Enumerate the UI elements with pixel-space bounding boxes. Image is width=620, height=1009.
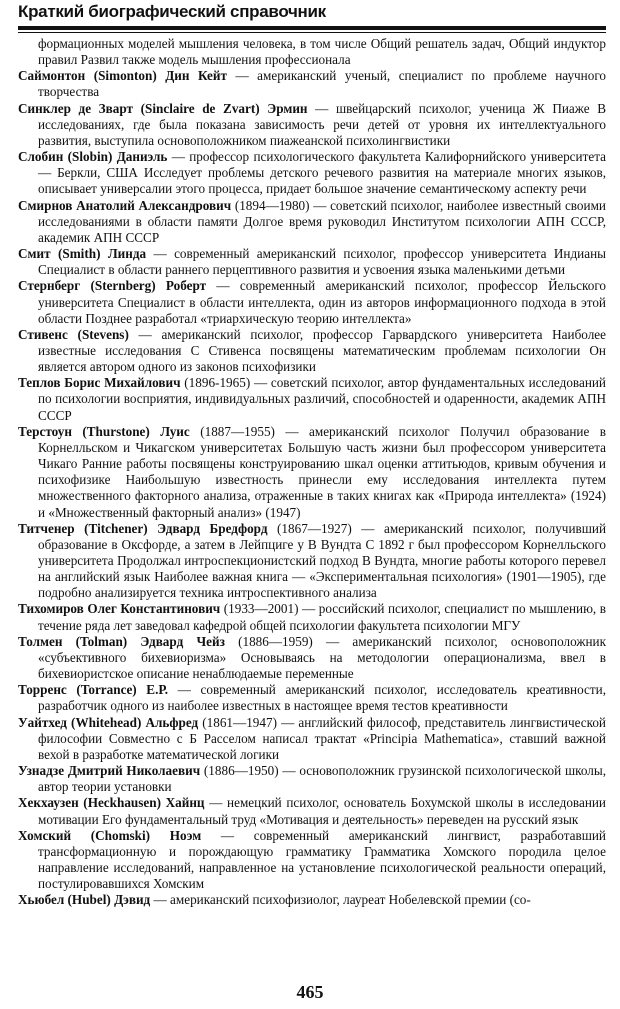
entry-text: (1861—1947) — английский философ, представитель лингвистической философии Совместно с Б Расселом написал трактат «Principia Mathematica», ставший важной вехой в разработке математической логики bbox=[38, 714, 606, 762]
entry-text: — немецкий психолог, основатель Бохумской школы в исследовании мотивации Его фундаментальный труд «Мотивация и деятельность» переведен на русский язык bbox=[38, 795, 606, 827]
list-item bbox=[18, 892, 606, 908]
entry-text: (1894—1980) — советский психолог, наиболее известный своими исследованиями в области памяти Долгое время руководил Институтом психологии АПН СССР, академик АПН СССР bbox=[38, 197, 606, 245]
list-item bbox=[18, 246, 606, 278]
entry-list bbox=[18, 36, 606, 908]
entry-text: (1887—1955) — американский психолог Получил образование в Корнелльском и Чикагском университетах Большую часть жизни был профессором университета Чикаго Ранние работы посвящены конструированию шкал оценки аттитьюдов, кривым обучения и психофизике Наибольшую известность принесли ему исследования интеллекта путем множественного факторного анализа, отраженные в таких книгах как «Природа интеллекта» (1924) и «Множественный факторный анализ» (1947) bbox=[38, 423, 606, 520]
entry-name: Синклер де Зварт (Sinclaire de Zvart) Эрмин bbox=[18, 100, 308, 116]
list-item bbox=[18, 101, 606, 149]
list-item bbox=[18, 149, 606, 197]
entry-name: Смит (Smith) Линда bbox=[18, 246, 147, 262]
entry-name: Тихомиров Олег Константинович bbox=[18, 601, 221, 617]
entry-name: Теплов Борис Михайлович bbox=[18, 375, 181, 391]
entry-name: Стивенс (Stevens) bbox=[18, 326, 129, 342]
list-item bbox=[18, 828, 606, 893]
entry-name: Смирнов Анатолий Александрович bbox=[18, 197, 232, 213]
entry-text: — современный американский лингвист, разработавший трансформационную и порождающую грамматику Грамматика Хомского породила целое направление исследований, направленное на установление психологической реальности операций, постулировавшихся Хомским bbox=[38, 827, 606, 892]
entry-name: Хомский (Chomski) Ноэм bbox=[18, 827, 202, 843]
entry-name: Стернберг (Sternberg) Роберт bbox=[18, 278, 207, 294]
entry-text: — современный американский психолог, исследователь креативности, разработчик одного из наиболее известных в настоящее время тестов креативности bbox=[38, 682, 606, 714]
entry-name: Узнадзе Дмитрий Николаевич bbox=[18, 763, 201, 779]
list-item bbox=[18, 601, 606, 633]
page-title: Краткий биографический справочник bbox=[18, 2, 326, 21]
list-item bbox=[18, 715, 606, 763]
entry-text: формационных моделей мышления человека, в том числе Общий решатель задач, Общий индуктор правил Развил также модель мышления профессионала bbox=[38, 36, 606, 68]
entry-text: — швейцарский психолог, ученица Ж Пиаже В исследованиях, где была показана зависимость речи детей от уровня их интеллектуального развития, выступила основоположником пиажеанской психолингвистики bbox=[38, 100, 606, 148]
list-item bbox=[18, 521, 606, 602]
entry-name: Торренс (Torrance) Е.Р. bbox=[18, 682, 169, 698]
entry-name: Титченер (Titchener) Эдвард Бредфорд bbox=[18, 520, 268, 536]
entry-text: — современный американский психолог, профессор Йельского университета Специалист в области интеллекта, один из авторов информационного подхода в этой области Позднее разработал «триархическую теорию интеллекта» bbox=[38, 278, 606, 326]
list-item bbox=[18, 198, 606, 246]
entry-text: — американский ученый, специалист по проблеме научного творчества bbox=[38, 68, 606, 100]
entry-name: Уайтхед (Whitehead) Альфред bbox=[18, 714, 199, 730]
list-item bbox=[18, 682, 606, 714]
entry-text: — американский психофизиолог, лауреат Нобелевской премии (со- bbox=[150, 892, 531, 908]
list-item bbox=[18, 36, 606, 68]
list-item bbox=[18, 278, 606, 326]
entry-text: — современный американский психолог, профессор университета Индианы Специалист в области раннего перцептивного развития и усвоения языка маленькими детьми bbox=[38, 246, 606, 278]
list-item bbox=[18, 327, 606, 375]
entry-name: Слобин (Slobin) Даниэль bbox=[18, 149, 168, 165]
list-item bbox=[18, 795, 606, 827]
entry-text: (1933—2001) — российский психолог, специалист по мышлению, в течение ряда лет заведовал кафедрой общей психологии факультета психологии МГУ bbox=[38, 601, 606, 633]
running-header bbox=[18, 0, 606, 33]
entry-text: (1867—1927) — американский психолог, получивший образование в Оксфорде, а затем в Лейпциге у В Вундта С 1892 г был профессором Корнелльского университета Продолжал интроспекционистский подход В Вундта, многие работы которого перевел на английский язык Наиболее важная книга — «Экспериментальная психология» (1901—1905), где подробно анализируется техника интроспективного анализа bbox=[38, 520, 606, 601]
header-rule-thick bbox=[18, 26, 606, 30]
entry-name: Толмен (Tolman) Эдвард Чейз bbox=[18, 633, 225, 649]
entry-text: — профессор психологического факультета Калифорнийского университета — Беркли, США Исследует проблемы детского речевого развития на материале многих языков, описывает универсалии этого процесса, придает большое значение семантическому аспекту речи bbox=[38, 149, 606, 197]
list-item bbox=[18, 634, 606, 682]
header-rule-thin bbox=[18, 32, 606, 33]
entry-text: (1886—1959) — американский психолог, основоположник «субъективного бихевиоризма» Основываясь на методологии операционализма, ввел в бихевиористское описание ненаблюдаемые переменные bbox=[38, 633, 606, 682]
entry-name: Хекхаузен (Heckhausen) Хайнц bbox=[18, 795, 205, 811]
entry-text: (1886—1950) — основоположник грузинской психологической школы, автор теории установки bbox=[38, 763, 606, 795]
entry-name: Хьюбел (Hubel) Дэвид bbox=[18, 892, 151, 908]
entry-text: — американский психолог, профессор Гарвардского университета Наиболее известные исследования С Стивенса посвящены математическим проблемам психологии Он является автором одного из законов психофизики bbox=[38, 326, 606, 375]
list-item bbox=[18, 763, 606, 795]
entry-name: Саймонтон (Simonton) Дин Кейт bbox=[18, 68, 227, 84]
entry-name: Терстоун (Thurstone) Луис bbox=[18, 423, 190, 439]
list-item bbox=[18, 375, 606, 423]
page-number: 465 bbox=[296, 982, 324, 1002]
list-item bbox=[18, 68, 606, 100]
entry-text: (1896-1965) — советский психолог, автор фундаментальных исследований по психологии восприятия, индивидуальных различий, способностей и одаренности, академик АПН СССР bbox=[38, 375, 606, 423]
list-item bbox=[18, 424, 606, 521]
